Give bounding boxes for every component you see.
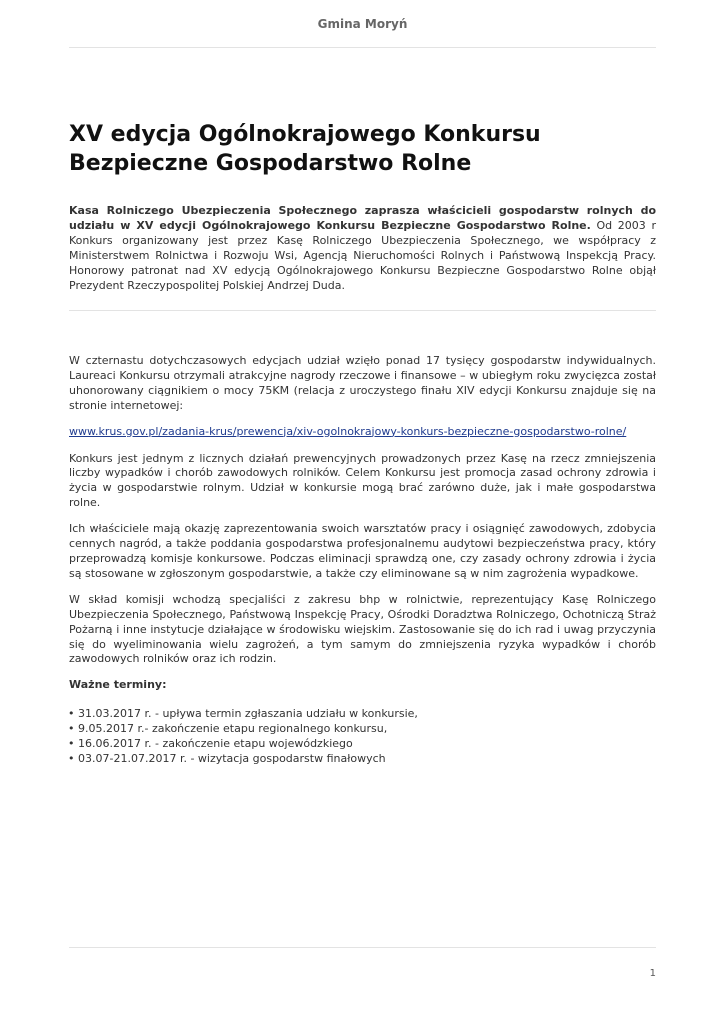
site-title: Gmina Moryń [317,17,408,31]
terms-heading: Ważne terminy: [69,678,167,692]
paragraph-2: Konkurs jest jednym z licznych działań prewencyjnych prowadzonych przez Kasę na rzecz zmniejszenia liczby wypadków i chorób zawodowych rolników. Celem Konkursu jest promocja zasad ochrony zdrowia i życia w gospodarstwie rolnym. Udział w konkursie mogą brać zarówno duże, jak i małe gospodarstwa rolne. [69,451,656,510]
list-item: • 16.06.2017 r. - zakończenie etapu wojewódzkiego [69,737,656,752]
lead-bold-text: Kasa Rolniczego Ubezpieczenia Społecznego zaprasza właścicieli gospodarstw rolnych do udziału w XV edycji Ogólnokrajowego Konkursu Bezpieczne Gospodarstwo Rolne. [69,204,656,232]
footer-divider [69,947,656,948]
list-item: • 03.07-21.07.2017 r. - wizytacja gospodarstw finałowych [69,752,656,767]
header-divider [69,47,656,48]
article-lead [69,204,656,293]
lead-divider [69,310,656,311]
lead-text: Od 2003 r Konkurs organizowany jest przez Kasę Rolniczego Ubezpieczenia Społecznego, we współpracy z Ministerstwem Rolnictwa i Rozwoju Wsi, Agencją Nieruchomości Rolnych i Państwową Inspekcją Pracy. Honorowy patronat nad XV edycją Ogólnokrajowego Konkursu Bezpieczne Gospodarstwo Rolne objął Prezydent Rzeczypospolitej Polskiej Andrzej Duda. [69,218,656,292]
krus-link[interactable]: www.krus.gov.pl/zadania-krus/prewencja/xiv-ogolnokrajowy-konkurs-bezpieczne-gospodarstwo-rolne/ [69,424,627,438]
paragraph-3: Ich właściciele mają okazję zaprezentowania swoich warsztatów pracy i osiągnięć zawodowych, zdobycia cennych nagród, a także poddania gospodarstwa profesjonalnemu audytowi bezpieczeństwa pracy, który przeprowadzą komisje konkursowe. Podczas eliminacji sprawdzą one, czy zasady ochrony zdrowia i życia są stosowane w zgłoszonym gospodarstwie, a także czy eliminowane są w nim zagrożenia wypadkowe. [69,522,656,580]
list-item: • 31.03.2017 r. - upływa termin zgłaszania udziału w konkursie, [69,707,656,722]
paragraph-1: W czternastu dotychczasowych edycjach udział wzięło ponad 17 tysięcy gospodarstw indywidualnych. Laureaci Konkursu otrzymali atrakcyjne nagrody rzeczowe i finansowe – w ubiegłym roku zwycięzca został uhonorowany ciągnikiem o mocy 75KM (relacja z uroczystego finału XIV edycji Konkursu znajduje się na stronie internetowej: [69,354,656,412]
paragraph-4: W skład komisji wchodzą specjaliści z zakresu bhp w rolnictwie, reprezentujący Kasę Rolniczego Ubezpieczenia Społecznego, Państwową Inspekcję Pracy, Ośrodki Doradztwa Rolniczego, Ochotniczą Straż Pożarną i inne instytucje działające w środowisku wiejskim. Zastosowanie się do ich rad i uwag przyczynia się do wyeliminowania wielu zagrożeń, a tym samym do zmniejszenia ryzyka wypadków i chorób zawodowych rolników oraz ich rodzin. [69,592,656,666]
page-number: 1 [649,968,656,979]
article-body [69,354,656,767]
article-title: XV edycja Ogólnokrajowego Konkursu Bezpieczne Gospodarstwo Rolne [69,122,541,176]
list-item: • 9.05.2017 r.- zakończenie etapu regionalnego konkursu, [69,722,656,737]
link-paragraph [69,425,656,440]
terms-list [69,707,656,767]
